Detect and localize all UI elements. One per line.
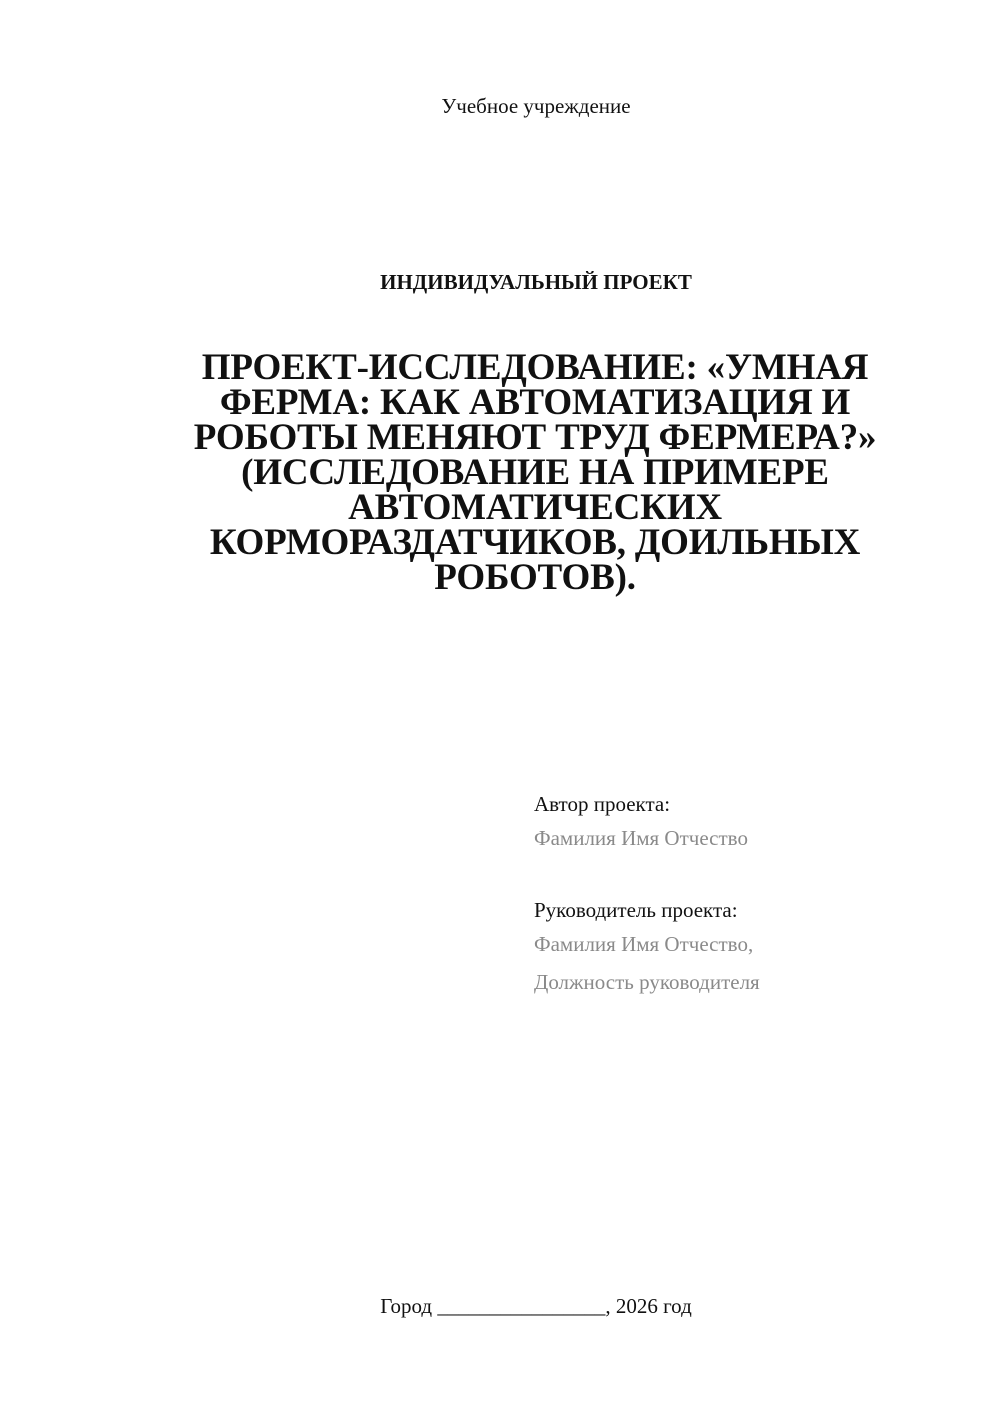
institution-name: Учебное учреждение bbox=[441, 94, 631, 118]
supervisor-block bbox=[534, 896, 974, 1000]
project-title bbox=[170, 347, 900, 598]
title-line: КОРМОРАЗДАТЧИКОВ, ДОИЛЬНЫХ bbox=[209, 522, 861, 563]
title-line: ПРОЕКТ-ИССЛЕДОВАНИЕ: «УМНАЯ bbox=[201, 347, 869, 388]
supervisor-label: Руководитель проекта: bbox=[534, 898, 738, 922]
supervisor-position: Должность руководителя bbox=[534, 970, 760, 994]
title-line: РОБОТЫ МЕНЯЮТ ТРУД ФЕРМЕРА?» bbox=[193, 417, 877, 458]
author-name: Фамилия Имя Отчество bbox=[534, 826, 748, 850]
title-line: (ИССЛЕДОВАНИЕ НА ПРИМЕРЕ bbox=[241, 452, 829, 493]
document-type: ИНДИВИДУАЛЬНЫЙ ПРОЕКТ bbox=[380, 270, 692, 294]
title-line: РОБОТОВ). bbox=[434, 557, 636, 598]
author-block bbox=[534, 790, 974, 852]
title-line: АВТОМАТИЧЕСКИХ bbox=[348, 487, 722, 528]
supervisor-name: Фамилия Имя Отчество, bbox=[534, 932, 754, 956]
author-label: Автор проекта: bbox=[534, 792, 671, 816]
title-line: ФЕРМА: КАК АВТОМАТИЗАЦИЯ И bbox=[219, 382, 851, 423]
city-year-line: Город ________________, 2026 год bbox=[380, 1294, 692, 1318]
